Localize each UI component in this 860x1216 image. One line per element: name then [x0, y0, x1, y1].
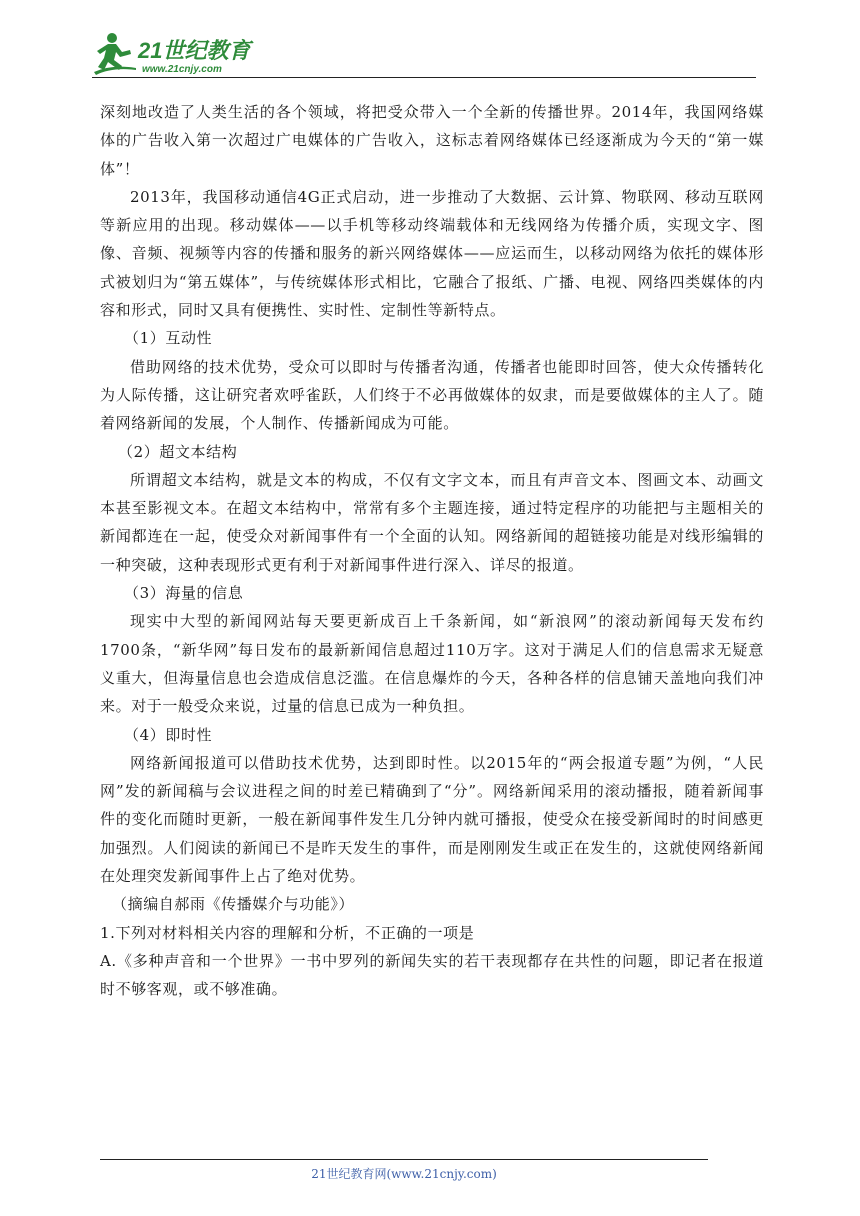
- section-heading: （3）海量的信息: [124, 584, 244, 603]
- paragraph: 现实中大型的新闻网站每天要更新成百上千条新闻，如“新浪网”的滚动新闻每天发布约1700条，“新华网”每日发布的最新新闻信息超过110万字。这对于满足人们的信息需求无疑意义重大，但海量信息也会造成信息泛滥。在信息爆炸的今天，各种各样的信息铺天盖地向我们冲来。对于一般受众来说，过量的信息已成为一种负担。: [100, 612, 764, 716]
- paragraph: 借助网络的技术优势，受众可以即时与传播者沟通，传播者也能即时回答，使大众传播转化为人际传播，这让研究者欢呼雀跃，人们终于不必再做媒体的奴隶，而是要做媒体的主人了。随着网络新闻的发展，个人制作、传播新闻成为可能。: [100, 357, 764, 433]
- source-citation: （摘编自郝雨《传播媒介与功能》）: [112, 895, 355, 914]
- section-heading: （4）即时性: [124, 725, 213, 744]
- section-heading: （2）超文本结构: [118, 442, 238, 461]
- page-footer: 21世纪教育网(www.21cnjy.com): [311, 1167, 497, 1181]
- logo: [92, 30, 262, 76]
- logo-text: 21世纪教育: [138, 38, 251, 63]
- paragraph: 2013年，我国移动通信4G正式启动，进一步推动了大数据、云计算、物联网、移动互联网等新应用的出现。移动媒体——以手机等移动终端载体和无线网络为传播介质，实现文字、图像、音频、视频等内容的传播和服务的新兴网络媒体——应运而生，以移动网络为依托的媒体形式被划归为“第五媒体”，与传统媒体形式相比，它融合了报纸、广播、电视、网络四类媒体的内容和形式，同时又具有便携性、实时性、定制性等新特点。: [100, 187, 764, 320]
- article-body: [100, 98, 764, 1004]
- logo-url: www.21cnjy.com: [142, 64, 222, 75]
- section-heading: （1）互动性: [124, 329, 213, 348]
- option-a: A.《多种声音和一个世界》一书中罗列的新闻失实的若干表现都存在共性的问题，即记者在报道时不够客观，或不够准确。: [100, 951, 764, 999]
- runner-icon: [94, 33, 136, 75]
- header-rule: [92, 77, 756, 78]
- footer-rule: [100, 1159, 708, 1160]
- question: 1.下列对材料相关内容的理解和分析，不正确的一项是: [100, 923, 475, 942]
- paragraph: 深刻地改造了人类生活的各个领域，将把受众带入一个全新的传播世界。2014年，我国网络媒体的广告收入第一次超过广电媒体的广告收入，这标志着网络媒体已经逐渐成为今天的“第一媒体”！: [100, 103, 764, 178]
- page-header: [92, 30, 756, 78]
- paragraph: 所谓超文本结构，就是文本的构成，不仅有文字文本，而且有声音文本、图画文本、动画文本甚至影视文本。在超文本结构中，常常有多个主题连接，通过特定程序的功能把与主题相关的新闻都连在一起，使受众对新闻事件有一个全面的认知。网络新闻的超链接功能是对线形编辑的一种突破，这种表现形式更有利于对新闻事件进行深入、详尽的报道。: [100, 470, 764, 574]
- paragraph: 网络新闻报道可以借助技术优势，达到即时性。以2015年的“两会报道专题”为例，“人民网”发的新闻稿与会议进程之间的时差已精确到了“分”。网络新闻采用的滚动播报，随着新闻事件的变化而随时更新，一般在新闻事件发生几分钟内就可播报，使受众在接受新闻时的时间感更加强烈。人们阅读的新闻已不是昨天发生的事件，而是刚刚发生或正在发生的，这就使网络新闻在处理突发新闻事件上占了绝对优势。: [100, 753, 764, 886]
